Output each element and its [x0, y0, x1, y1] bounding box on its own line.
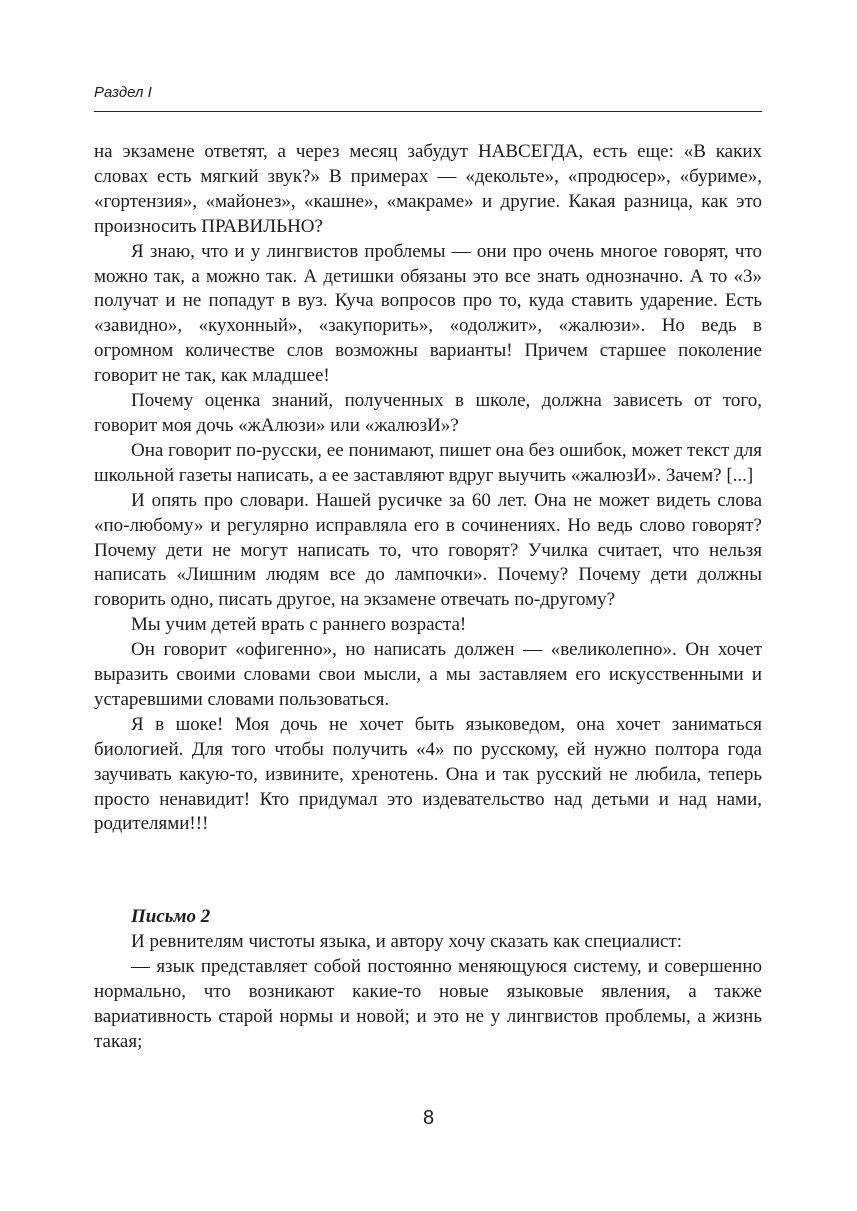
paragraph: Он говорит «офигенно», но написать должен — «великолепно». Он хочет выразить своими словами свои мысли, а мы заставляем его искусственными и устаревшими словами пользоваться. [94, 639, 762, 710]
body-text-bottom [94, 905, 762, 1054]
page-number: 8 [422, 1107, 435, 1129]
paragraph: Она говорит по-русски, ее понимают, пишет она без ошибок, может текст для школьной газеты написать, а ее заставляют вдруг выучить «жалюзИ». Зачем? [...] [94, 439, 762, 486]
running-head-section: Раздел I [94, 84, 152, 101]
paragraph: — язык представляет собой постоянно меняющуюся систему, и совершенно нормально, что возникают какие-то новые языковые явления, а также вариативность старой нормы и новой; и это не у лингвистов проблемы, а жизнь такая; [94, 955, 762, 1052]
paragraph: Мы учим детей врать с раннего возраста! [131, 614, 467, 636]
header-rule [94, 111, 762, 112]
paragraph: Я в шоке! Моя дочь не хочет быть языковедом, она хочет заниматься биологией. Для того чтобы получить «4» по русскому, ей нужно полтора года заучивать какую-то, извините, хренотень. Она и так русский не любила, теперь просто ненавидит! Кто придумал это издевательство над детьми и над нами, родителями!!! [94, 713, 762, 835]
body-text-top [94, 140, 762, 837]
paragraph: И ревнителям чистоты языка, и автору хочу сказать как специалист: [131, 930, 683, 952]
letter-heading: Письмо 2 [131, 906, 211, 927]
paragraph: Почему оценка знаний, полученных в школе, должна зависеть от того, говорит моя дочь «жАлюзи» или «жалюзИ»? [94, 390, 762, 436]
paragraph: И опять про словари. Нашей русичке за 60 лет. Она не может видеть слова «по-любому» и регулярно исправляла его в сочинениях. Но ведь слово говорят? Почему дети не могут написать то, что говорят? Училка считает, что нельзя написать «Лишним людям все до лампочки». Почему? Почему дети должны говорить одно, писать другое, на экзамене отвечать по-другому? [94, 489, 762, 611]
paragraph-continuation: на экзамене ответят, а через месяц забудут НАВСЕГДА, есть еще: «В каких словах есть мягкий звук?» В примерах — «декольте», «продюсер», «буриме», «гортензия», «майонез», «кашне», «макраме» и другие. Какая разница, как это произносить ПРАВИЛЬНО? [94, 141, 762, 237]
paragraph: Я знаю, что и у лингвистов проблемы — они про очень многое говорят, что можно так, а можно так. А детишки обязаны это все знать однозначно. А то «3» получат и не попадут в вуз. Куча вопросов про то, куда ставить ударение. Есть «завидно», «кухонный», «закупорить», «одолжит», «жалюзи». Но ведь в огромном количестве слов возможны варианты! Причем старшее поколение говорит не так, как младшее! [94, 240, 762, 387]
